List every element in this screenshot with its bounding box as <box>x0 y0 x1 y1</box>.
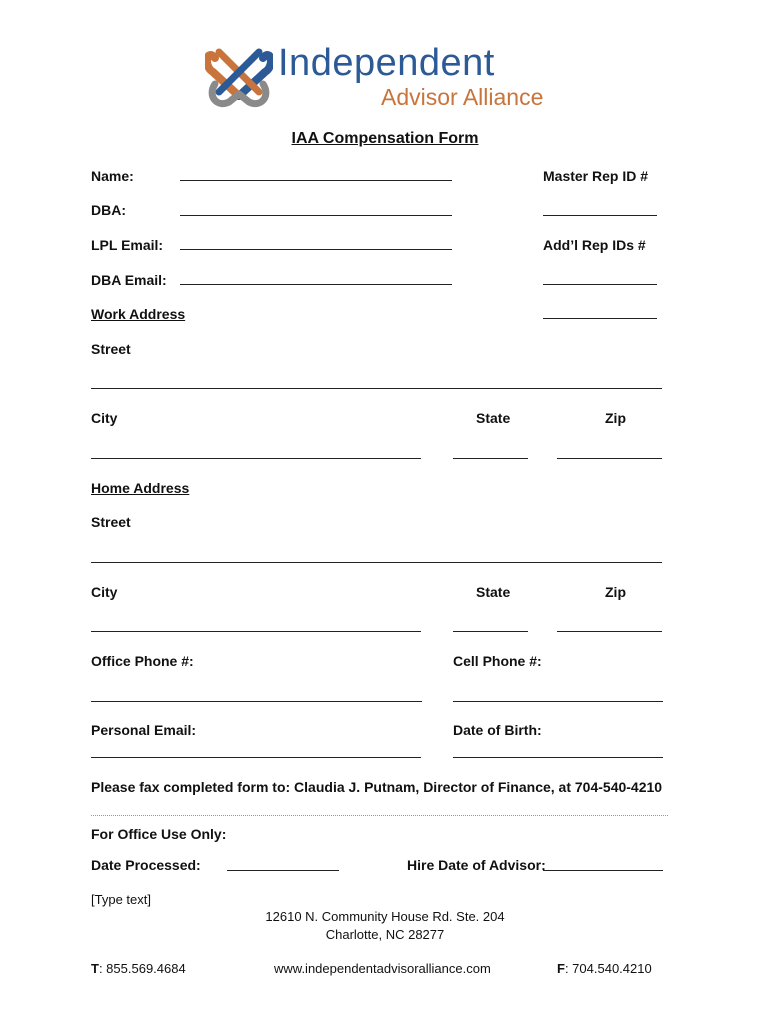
home-zip-label: Zip <box>605 584 626 600</box>
date-processed-label: Date Processed: <box>91 857 201 873</box>
footer-website[interactable]: www.independentadvisoralliance.com <box>274 961 491 976</box>
dba-email-field[interactable] <box>180 284 452 285</box>
lpl-email-label: LPL Email: <box>91 237 164 253</box>
work-address-heading: Work Address <box>91 306 186 322</box>
footer-address-line2: Charlotte, NC 28277 <box>325 927 445 942</box>
home-city-label: City <box>91 584 118 600</box>
work-city-label: City <box>91 410 118 426</box>
logo <box>205 44 570 112</box>
logo-mark-icon <box>205 44 273 112</box>
addl-rep-id-field-1[interactable] <box>543 284 657 285</box>
hire-date-field[interactable] <box>543 870 663 871</box>
footer-placeholder: [Type text] <box>91 892 151 907</box>
home-street-label: Street <box>91 514 131 530</box>
date-processed-field[interactable] <box>227 870 339 871</box>
work-zip-label: Zip <box>605 410 626 426</box>
office-use-heading: For Office Use Only: <box>91 826 227 842</box>
cell-phone-field[interactable] <box>453 701 663 702</box>
work-state-field[interactable] <box>453 458 528 459</box>
addl-rep-id-field-2[interactable] <box>543 318 657 319</box>
name-label: Name: <box>91 168 134 184</box>
cell-phone-label: Cell Phone #: <box>453 653 542 669</box>
work-zip-field[interactable] <box>557 458 662 459</box>
home-address-heading: Home Address <box>91 480 190 496</box>
fax-instruction: Please fax completed form to: Claudia J. Putnam, Director of Finance, at 704-540-4210 <box>91 779 663 795</box>
date-of-birth-field[interactable] <box>453 757 663 758</box>
divider <box>91 815 668 816</box>
office-phone-label: Office Phone #: <box>91 653 194 669</box>
logo-text-line1: Independent <box>278 42 495 84</box>
footer-phone <box>91 961 186 976</box>
hire-date-label: Hire Date of Advisor: <box>407 857 546 873</box>
footer-phone-number: : 855.569.4684 <box>98 961 186 976</box>
footer-fax <box>557 961 652 976</box>
dba-label: DBA: <box>91 202 126 218</box>
master-rep-id-label: Master Rep ID # <box>543 168 649 184</box>
work-city-field[interactable] <box>91 458 421 459</box>
home-street-field[interactable] <box>91 562 662 563</box>
date-of-birth-label: Date of Birth: <box>453 722 542 738</box>
form-title: IAA Compensation Form <box>291 130 479 147</box>
personal-email-field[interactable] <box>91 757 421 758</box>
lpl-email-field[interactable] <box>180 249 452 250</box>
logo-text-line2: Advisor Alliance <box>381 84 544 110</box>
footer-address-line1: 12610 N. Community House Rd. Ste. 204 <box>265 909 505 924</box>
work-state-label: State <box>476 410 511 426</box>
home-state-label: State <box>476 584 511 600</box>
home-zip-field[interactable] <box>557 631 662 632</box>
addl-rep-ids-label: Add’l Rep IDs # <box>543 237 646 253</box>
master-rep-id-field[interactable] <box>543 215 657 216</box>
office-phone-field[interactable] <box>91 701 422 702</box>
home-city-field[interactable] <box>91 631 421 632</box>
footer-fax-prefix: F <box>557 961 565 976</box>
dba-email-label: DBA Email: <box>91 272 167 288</box>
footer-fax-number: : 704.540.4210 <box>564 961 652 976</box>
dba-field[interactable] <box>180 215 452 216</box>
name-field[interactable] <box>180 180 452 181</box>
work-street-label: Street <box>91 341 131 357</box>
footer-phone-prefix: T <box>91 961 99 976</box>
home-state-field[interactable] <box>453 631 528 632</box>
personal-email-label: Personal Email: <box>91 722 197 738</box>
work-street-field[interactable] <box>91 388 662 389</box>
